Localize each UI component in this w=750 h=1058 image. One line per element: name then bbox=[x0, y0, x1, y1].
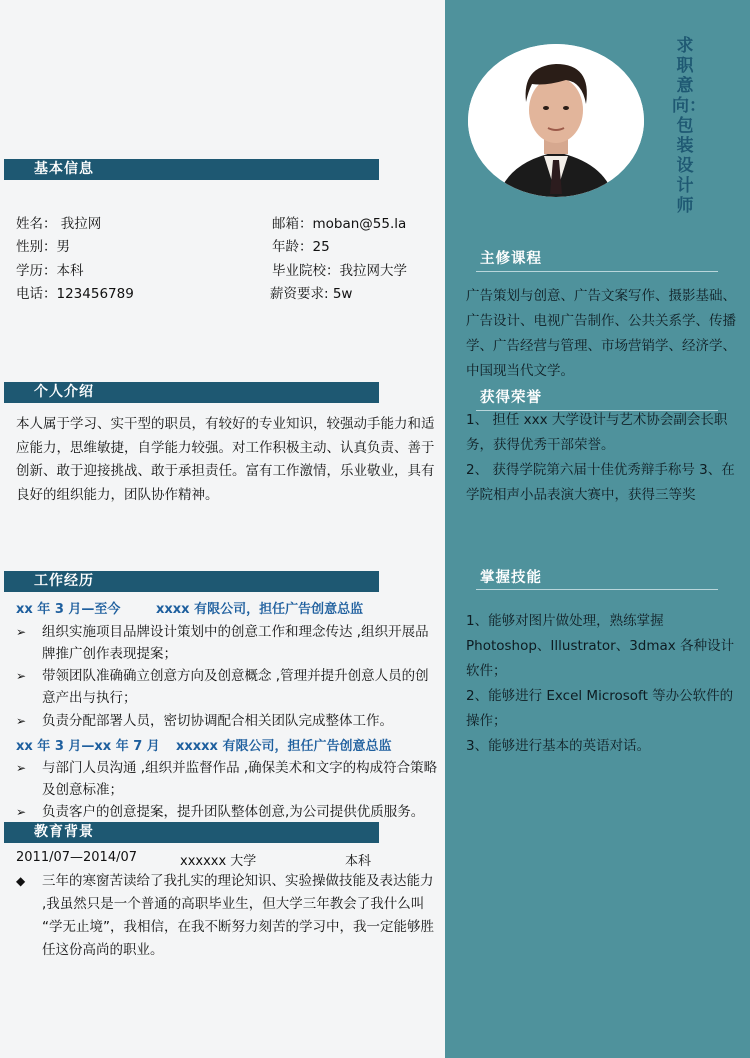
section-title: 个人介绍 bbox=[34, 384, 94, 400]
arrow-bullet-icon: ➢ bbox=[16, 761, 27, 775]
info-email: 邮箱：moban@55.la bbox=[272, 216, 407, 232]
job-duty bbox=[16, 665, 441, 709]
skills-text: 1、能够对图片做处理，熟练掌握Photoshop、Illustrator、3dmax 各种设计软件； 2、能够进行 Excel Microsoft 等办公软件的操作； 3、能够进行基本的英语对话。 bbox=[466, 613, 735, 754]
duty-text: 负责客户的创意提案，提升团队整体创意,为公司提供优质服务。 bbox=[42, 804, 425, 820]
section-title: 基本信息 bbox=[34, 161, 94, 177]
section-bar-education bbox=[4, 822, 379, 843]
edu-text: 三年的寒窗苦读给了我扎实的理论知识、实验操做技能及表达能力 ,我虽然只是一个普通的高职毕业生，但大学三年教会了我什么叫 “学无止境”，我相信，在我不断努力刻苦的学习中，我一定能够胜任这份高尚的职业。 bbox=[42, 873, 434, 958]
duty-text: 组织实施项目品牌设计策划中的创意工作和理念传达 ,组织开展品牌推广创作表现提案； bbox=[42, 624, 429, 662]
honors-text: 1、 担任 xxx 大学设计与艺术协会副会长职务，获得优秀干部荣誉。 2、 获得学院第六届十佳优秀辩手称号 3、在学院相声小品表演大赛中，获得三等奖 bbox=[466, 412, 735, 503]
edu-school: xxxxxx 大学 bbox=[180, 854, 257, 869]
info-gender: 性别：男 bbox=[16, 239, 70, 255]
honors-title: 获得荣誉 bbox=[480, 390, 542, 406]
portrait-photo bbox=[468, 44, 644, 197]
edu-period: 2011/07—2014/07 bbox=[16, 850, 138, 865]
section-title: 工作经历 bbox=[34, 573, 94, 589]
job-heading bbox=[16, 598, 441, 617]
job-duty bbox=[16, 710, 441, 732]
info-school: 毕业院校：我拉网大学 bbox=[272, 263, 407, 279]
avatar bbox=[468, 44, 644, 197]
diamond-bullet-icon: ◆ bbox=[16, 874, 26, 888]
info-phone: 电话：123456789 bbox=[16, 286, 134, 302]
section-title: 教育背景 bbox=[34, 824, 94, 840]
courses-text: 广告策划与创意、广告文案写作、摄影基础、广告设计、电视广告制作、公共关系学、传播学、广告经营与管理、市场营销学、经济学、中国现当代文学。 bbox=[466, 288, 736, 379]
job-duty bbox=[16, 801, 441, 823]
section-bar-work bbox=[4, 571, 379, 592]
job-company: xxxx 有限公司，担任广告创意总监 bbox=[156, 602, 364, 617]
job-duty bbox=[16, 621, 441, 665]
job-company: xxxxx 有限公司，担任广告创意总监 bbox=[176, 739, 392, 754]
arrow-bullet-icon: ➢ bbox=[16, 625, 27, 639]
job-intent: 求职意向：包装设计师 bbox=[672, 36, 706, 216]
info-education: 学历：本科 bbox=[16, 263, 84, 279]
job-period: xx 年 3 月—xx 年 7 月 bbox=[16, 739, 160, 754]
divider bbox=[476, 589, 718, 590]
courses-title: 主修课程 bbox=[480, 251, 542, 267]
info-salary: 薪资要求: 5w bbox=[270, 286, 353, 302]
job-heading bbox=[16, 735, 441, 754]
edu-description bbox=[16, 870, 441, 962]
info-name: 姓名： 我拉网 bbox=[16, 216, 102, 232]
intro-text: 本人属于学习、实干型的职员，有较好的专业知识，较强动手能力和适应能力，思维敏捷，自学能力较强。对工作积极主动、认真负责、善于创新、敢于迎接挑战、敢于承担责任。富有工作激情，乐业敬业，具有良好的组织能力，团队协作精神。 bbox=[16, 416, 435, 503]
section-bar-intro bbox=[4, 382, 379, 403]
skills-title: 掌握技能 bbox=[480, 570, 542, 586]
duty-text: 与部门人员沟通 ,组织并监督作品 ,确保美术和文字的构成符合策略及创意标准； bbox=[42, 760, 438, 798]
duty-text: 负责分配部署人员，密切协调配合相关团队完成整体工作。 bbox=[42, 713, 393, 729]
job-duty bbox=[16, 757, 441, 801]
divider bbox=[476, 271, 718, 272]
arrow-bullet-icon: ➢ bbox=[16, 714, 27, 728]
job-period: xx 年 3 月—至今 bbox=[16, 602, 121, 617]
info-age: 年龄：25 bbox=[272, 239, 330, 255]
arrow-bullet-icon: ➢ bbox=[16, 805, 27, 819]
section-bar-basic-info bbox=[4, 159, 379, 180]
duty-text: 带领团队准确确立创意方向及创意概念 ,管理并提升创意人员的创意产出与执行； bbox=[42, 668, 429, 706]
edu-degree: 本科 bbox=[345, 854, 372, 869]
arrow-bullet-icon: ➢ bbox=[16, 669, 27, 683]
